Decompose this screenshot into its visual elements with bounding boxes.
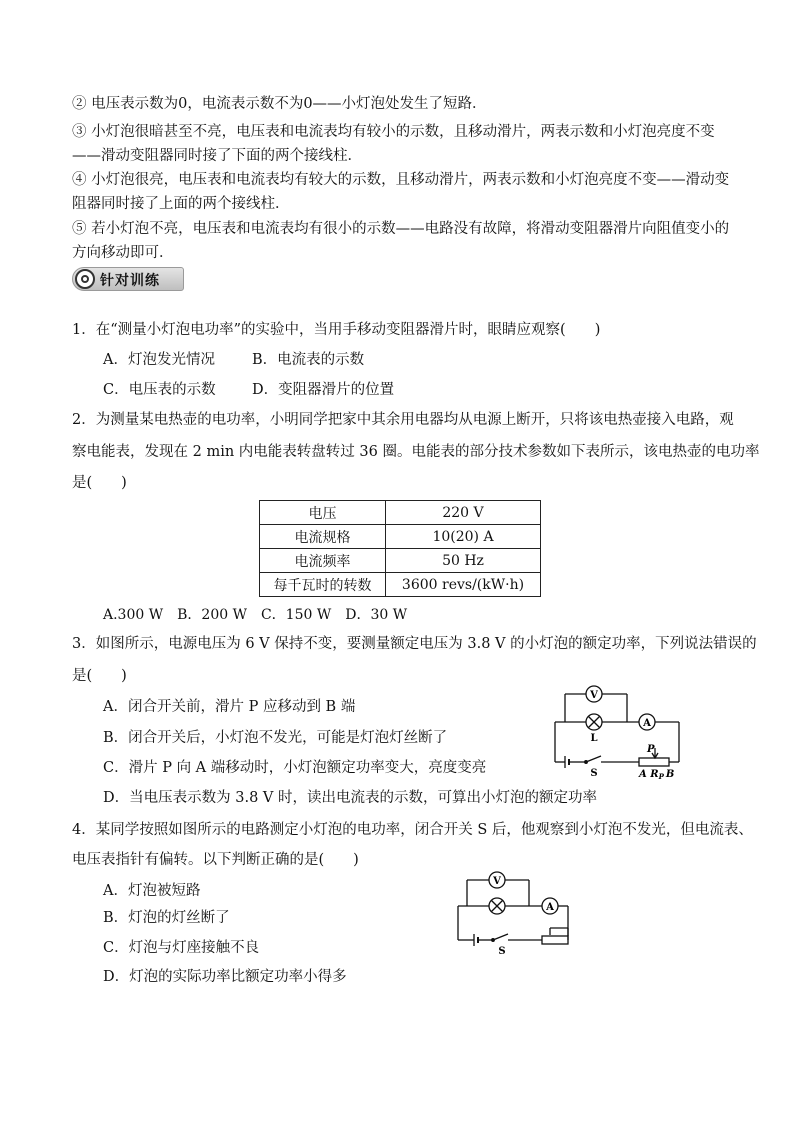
section-banner xyxy=(72,267,184,291)
q1-option-a: A．灯泡发光情况 xyxy=(103,352,215,368)
q4-stem-1: 4．某同学按照如图所示的电路测定小灯泡的电功率，闭合开关 S 后，他观察到小灯泡不发光，但电流表、 xyxy=(72,822,753,838)
table-cell: 3600 revs/(kW·h) xyxy=(386,573,541,597)
q2-stem-2: 察电能表，发现在 2 min 内电能表转盘转过 36 圈。电能表的部分技术参数如下表所示，该电热壶的电功率 xyxy=(72,444,760,460)
q4-voltmeter-label: V xyxy=(493,876,501,887)
q3-option-a: A．闭合开关前，滑片 P 应移动到 B 端 xyxy=(103,699,356,715)
q1-stem: 1．在“测量小灯泡电功率”的实验中，当用手移动变阻器滑片时，眼睛应观察( ) xyxy=(72,322,601,338)
q4-ammeter-label: A xyxy=(546,902,554,913)
q3-circuit-diagram xyxy=(555,684,690,781)
table-row xyxy=(260,549,541,573)
q2-stem-3: 是( ) xyxy=(72,475,127,491)
q4-switch-label: S xyxy=(498,946,506,957)
table-cell: 10(20) A xyxy=(386,525,541,549)
table-cell: 电流规格 xyxy=(260,525,386,549)
q3-stem-1: 3．如图所示，电源电压为 6 V 保持不变，要测量额定电压为 3.8 V 的小灯泡的额定功率，下列说法错误的 xyxy=(72,636,757,652)
q3-lamp-label: L xyxy=(590,733,598,744)
q3-slider-label: P xyxy=(647,744,655,755)
q4-option-b: B．灯泡的灯丝断了 xyxy=(103,910,230,926)
table-row xyxy=(260,501,541,525)
q1-option-c: C．电压表的示数 xyxy=(103,382,216,398)
table-cell: 220 V xyxy=(386,501,541,525)
meter-spec-table xyxy=(259,500,541,597)
intro-line-5a: ⑤ 若小灯泡不亮，电压表和电流表均有很小的示数——电路没有故障，将滑动变阻器滑片向阻值变小的 xyxy=(72,221,730,237)
rheostat-icon xyxy=(542,936,568,944)
q2-stem-1: 2．为测量某电热壶的电功率，小明同学把家中其余用电器均从电源上断开，只将该电热壶接入电路，观 xyxy=(72,412,734,428)
intro-line-4b: 阻器同时接了上面的两个接线柱． xyxy=(72,196,290,212)
intro-line-3b: ——滑动变阻器同时接了下面的两个接线柱． xyxy=(72,148,362,164)
q1-option-b: B．电流表的示数 xyxy=(252,352,365,368)
target-icon xyxy=(75,269,95,289)
q3-ammeter-label: A xyxy=(643,718,651,729)
intro-line-3a: ③ 小灯泡很暗甚至不亮，电压表和电流表均有较小的示数，且移动滑片，两表示数和小灯泡亮度不变 xyxy=(72,124,715,140)
table-cell: 电压 xyxy=(260,501,386,525)
q3-stem-2: 是( ) xyxy=(72,668,127,684)
intro-line-2: ② 电压表示数为0，电流表示数不为0——小灯泡处发生了短路． xyxy=(72,96,487,112)
q4-stem-2: 电压表指针有偏转。以下判断正确的是( ) xyxy=(72,852,359,868)
q3-option-b: B．闭合开关后，小灯泡不发光，可能是灯泡灯丝断了 xyxy=(103,730,448,746)
q4-option-c: C．灯泡与灯座接触不良 xyxy=(103,940,260,956)
section-title: 针对训练 xyxy=(100,273,160,289)
table-row xyxy=(260,573,541,597)
table-cell: 50 Hz xyxy=(386,549,541,573)
q4-option-a: A．灯泡被短路 xyxy=(103,883,201,899)
table-row xyxy=(260,525,541,549)
rheostat-icon xyxy=(639,758,669,766)
q3-rheostat-label: A $R_P$ B xyxy=(639,769,675,781)
q4-option-d: D．灯泡的实际功率比额定功率小得多 xyxy=(103,969,347,985)
q3-option-d: D．当电压表示数为 3.8 V 时，读出电流表的示数，可算出小灯泡的额定功率 xyxy=(103,790,597,806)
q3-voltmeter-label: V xyxy=(590,690,598,701)
q3-switch-label: S xyxy=(590,768,598,779)
intro-line-4a: ④ 小灯泡很亮，电压表和电流表均有较大的示数，且移动滑片，两表示数和小灯泡亮度不变——滑动变 xyxy=(72,172,730,188)
q1-option-d: D．变阻器滑片的位置 xyxy=(252,382,395,398)
q4-circuit-diagram xyxy=(458,872,573,957)
intro-line-5b: 方向移动即可． xyxy=(72,245,174,261)
q2-options: A.300 W B．200 W C．150 W D．30 W xyxy=(103,607,408,623)
q3-option-c: C．滑片 P 向 A 端移动时，小灯泡额定功率变大，亮度变亮 xyxy=(103,760,487,776)
table-cell: 电流频率 xyxy=(260,549,386,573)
table-cell: 每千瓦时的转数 xyxy=(260,573,386,597)
